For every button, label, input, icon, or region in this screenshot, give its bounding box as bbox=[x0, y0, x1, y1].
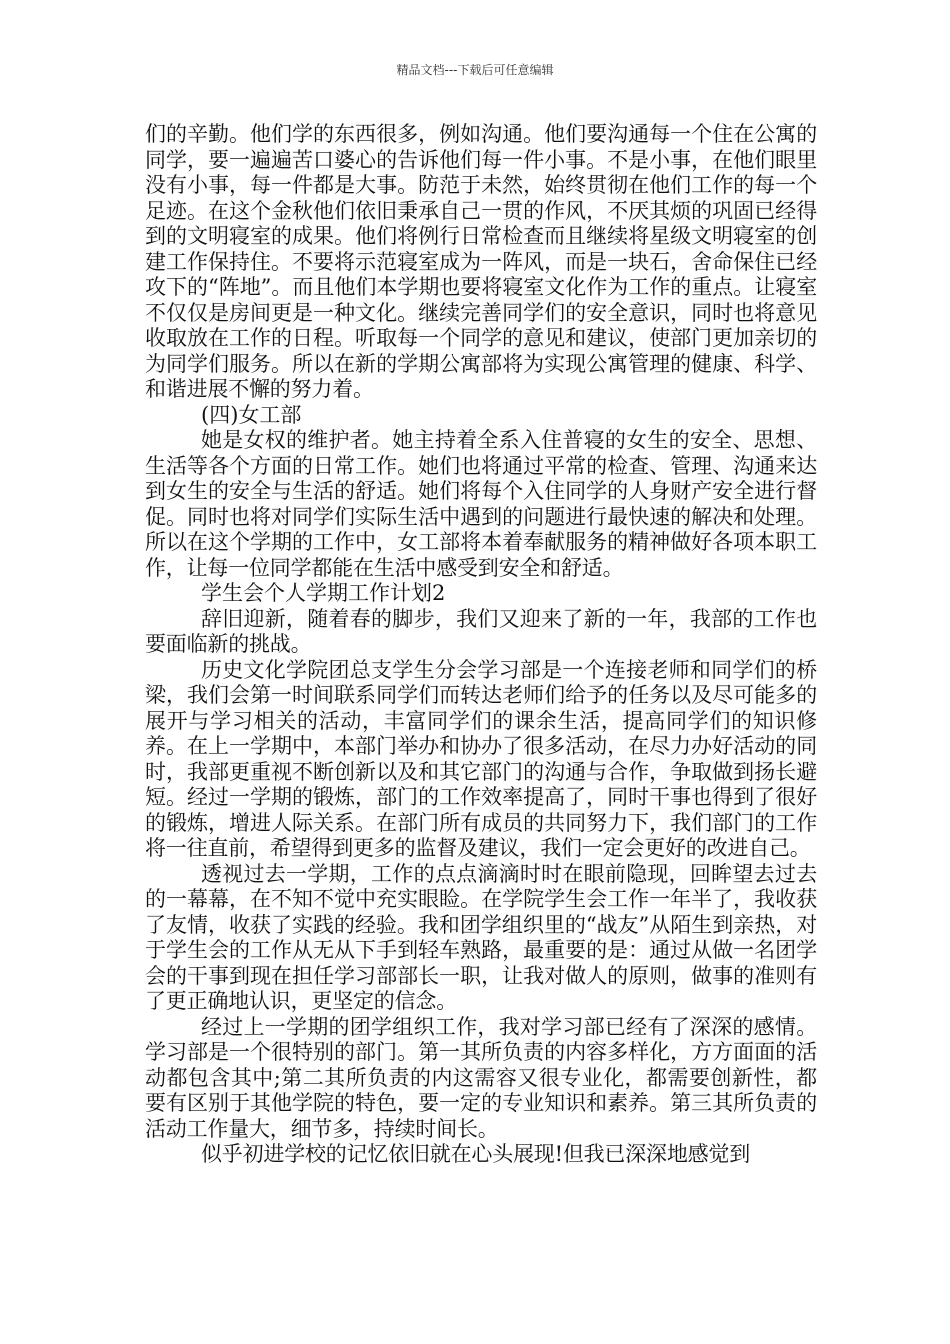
paragraph-review-past: 透视过去一学期，工作的点点滴滴时时在眼前隐现，回眸望去过去的一幕幕，在不知不觉中充实眼睑。在学院学生会工作一年半了，我收获了友情，收获了实践的经验。我和团学组织里的“战友”从陌生到亲热，对于学生会的工作从无从下手到轻车熟路，最重要的是：通过从做一名团学会的干事到现在担任学习部部长一职，让我对做人的原则，做事的准则有了更正确地认识，更坚定的信念。 bbox=[145, 861, 817, 1013]
section-heading-women-dept: (四)女工部 bbox=[201, 402, 302, 427]
section-heading-plan-2: 学生会个人学期工作计划2 bbox=[201, 581, 446, 605]
paragraph-new-year: 辞旧迎新，随着春的脚步，我们又迎来了新的一年，我部的工作也要面临新的挑战。 bbox=[145, 606, 817, 656]
page-header: 精品文档---下载后可任意编辑 bbox=[396, 63, 554, 77]
paragraph-memory: 似乎初进学校的记忆依旧就在心头展现!但我已深深地感觉到 bbox=[201, 1142, 751, 1166]
paragraph-women-dept: 她是女权的维护者。她主持着全系入住普寝的女生的安全、思想、生活等各个方面的日常工作。她们也将通过平常的检查、管理、沟通来达到女生的安全与生活的舒适。她们将每个入住同学的人身财产安全进行督促。同时也将对同学们实际生活中遇到的问题进行最快速的解决和处理。所以在这个学期的工作中，女工部将本着奉献服务的精神做好各项本职工作，让每一位同学都能在生活中感受到安全和舒适。 bbox=[145, 428, 817, 580]
document-body bbox=[145, 122, 817, 1168]
paragraph-apartment-dept-continued: 们的辛勤。他们学的东西很多，例如沟通。他们要沟通每一个住在公寓的同学，要一遍遍苦口婆心的告诉他们每一件小事。不是小事，在他们眼里没有小事，每一件都是大事。防范于未然，始终贯彻在他们工作的每一个足迹。在这个金秋他们依旧秉承自己一贯的作风，不厌其烦的巩固已经得到的文明寝室的成果。他们将例行日常检查而且继续将星级文明寝室的创建工作保持住。不要将示范寝室成为一阵风，而是一块石，舍命保住已经攻下的“阵地”。而且他们本学期也要将寝室文化作为工作的重点。让寝室不仅仅是房间更是一种文化。继续完善同学们的安全意识，同时也将意见收取放在工作的日程。听取每一个同学的意见和建议，使部门更加亲切的为同学们服务。所以在新的学期公寓部将为实现公寓管理的健康、科学、和谐进展不懈的努力着。 bbox=[145, 122, 817, 401]
paragraph-study-dept-intro: 历史文化学院团总支学生分会学习部是一个连接老师和同学们的桥梁，我们会第一时间联系同学们而转达老师们给予的任务以及尽可能多的展开与学习相关的活动，丰富同学们的课余生活，提高同学们的知识修养。在上一学期中，本部门举办和协办了很多活动，在尽力办好活动的同时，我部更重视不断创新以及和其它部门的沟通与合作，争取做到扬长避短。经过一学期的锻炼，部门的工作效率提高了，同时干事也得到了很好的锻炼，增进人际关系。在部门所有成员的共同努力下，我们部门的工作将一往直前，希望得到更多的监督及建议，我们一定会更好的改进自己。 bbox=[145, 657, 817, 860]
paragraph-study-dept-feelings: 经过上一学期的团学组织工作，我对学习部已经有了深深的感情。学习部是一个很特别的部门。第一其所负责的内容多样化，方方面面的活动都包含其中;第二其所负责的内这需容又很专业化，都需要创新性，都要有区别于其他学院的特色，要一定的专业知识和素养。第三其所负责的活动工作量大，细节多，持续时间长。 bbox=[145, 1014, 817, 1141]
